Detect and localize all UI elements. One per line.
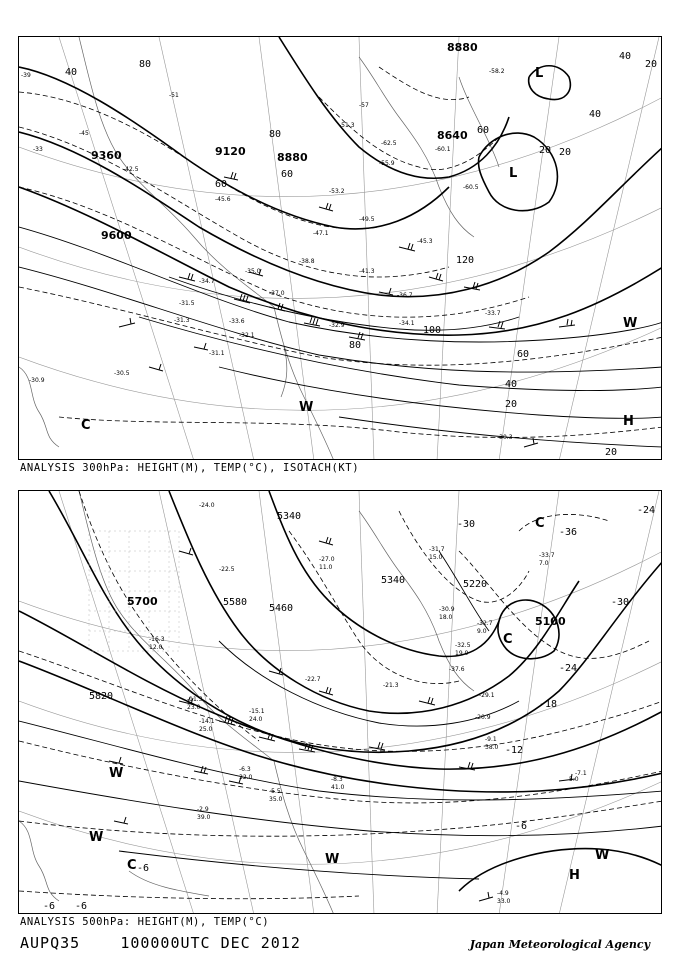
temp-label: -49.5 [359, 216, 375, 223]
warm-center: W [89, 830, 104, 845]
chart-code-and-time [20, 934, 301, 952]
temp-label: -62.5 [381, 140, 397, 147]
cold-center: C [503, 632, 513, 647]
map-panel-300hpa [18, 36, 662, 460]
temp-label: -12 [505, 745, 524, 756]
temp-label: -31.3 [174, 317, 190, 324]
temp-label: -14.1 [199, 718, 215, 725]
dewpoint-label: 32.0 [239, 774, 253, 781]
temp-label: -30.5 [114, 370, 130, 377]
temp-label: -41.3 [359, 268, 375, 275]
height-label: 5340 [277, 511, 302, 522]
height-contours-300 [19, 37, 662, 335]
temp-label: -45.3 [417, 238, 433, 245]
dewpoint-label: 41.0 [331, 784, 345, 791]
isotach-label: 40 [505, 379, 518, 390]
temp-label: -22.7 [305, 676, 321, 683]
temp-label: -60.5 [463, 184, 479, 191]
low-system: L [509, 166, 518, 181]
height-label: 8880 [277, 151, 308, 164]
isotach-label: 80 [269, 129, 282, 140]
temp-label: -32.5 [455, 642, 471, 649]
temp-label: -2.9 [197, 806, 209, 813]
height-label: 8640 [437, 129, 468, 142]
height-label: 5100 [535, 615, 566, 628]
dewpoint-label: 9.0 [477, 628, 487, 635]
temp-label: -57 [359, 102, 369, 109]
cold-center: C [535, 516, 545, 531]
contours-thin-500 [19, 551, 662, 879]
dewpoint-label: 12.0 [149, 644, 163, 651]
temp-label: -6 [515, 821, 528, 832]
temp-label: -51 [169, 92, 179, 99]
height-label: 9600 [101, 229, 132, 242]
temp-label: -11.3 [187, 696, 203, 703]
graticule-300 [19, 37, 662, 460]
warm-center: W [595, 848, 610, 863]
temp-label: -31.1 [209, 350, 225, 357]
warm-center: W [299, 400, 314, 415]
caption-300hpa: ANALYSIS 300hPa: HEIGHT(M), TEMP(°C), ISOTACH(KT) [20, 462, 360, 474]
temp-label: -37.0 [269, 290, 285, 297]
temp-label: -60.1 [435, 146, 451, 153]
temp-label: -24 [637, 505, 656, 516]
temp-label: -33.7 [485, 310, 501, 317]
isotach-label: 20 [539, 145, 552, 156]
dewpoint-labels-500 [149, 554, 579, 905]
temp-label: -58.2 [489, 68, 505, 75]
isotach-label: 120 [456, 255, 475, 266]
temp-label: -29.1 [479, 692, 495, 699]
temp-label: -33 [33, 146, 43, 153]
agency-name: Japan Meteorological Agency [469, 938, 650, 951]
temp-label: -30.9 [439, 606, 455, 613]
height-label: 5460 [269, 603, 294, 614]
temp-label: -30 [611, 597, 630, 608]
map-300hpa-svg [19, 37, 662, 460]
isotach-label: 40 [619, 51, 632, 62]
high-system: H [569, 868, 580, 883]
temp-label: -32.9 [329, 322, 345, 329]
height-label: 5340 [381, 575, 406, 586]
temp-label: -45.6 [215, 196, 231, 203]
isotach-label: 60 [281, 169, 294, 180]
chart-code: AUPQ35 [20, 934, 81, 952]
temp-label: -51.3 [339, 122, 355, 129]
warm-center: W [109, 766, 124, 781]
pressure-systems-500 [89, 516, 609, 883]
temp-label: -22.5 [219, 566, 235, 573]
isotach-labels-300 [65, 51, 657, 458]
dewpoint-label: 35.0 [269, 796, 283, 803]
temp-label: -24.0 [199, 502, 215, 509]
temp-label: -30.3 [497, 434, 513, 441]
isotach-label: 100 [423, 325, 442, 336]
height-label: 5580 [223, 597, 248, 608]
temp-label: -5.5 [269, 788, 281, 795]
isotach-label: 60 [215, 179, 228, 190]
temp-label: -18 [539, 699, 558, 710]
temp-label: -32.1 [239, 332, 255, 339]
isotach-label: 80 [349, 340, 362, 351]
dewpoint-label: 15.0 [429, 554, 443, 561]
height-label: 5700 [127, 595, 158, 608]
coastlines-500 [19, 491, 474, 914]
dewpoint-label: 18.0 [439, 614, 453, 621]
height-label: 9120 [215, 145, 246, 158]
temp-label: -21.3 [383, 682, 399, 689]
temp-label: -42.5 [123, 166, 139, 173]
coastlines-300 [19, 37, 499, 460]
temp-label: -47.1 [313, 230, 329, 237]
isotach-label: 20 [505, 399, 518, 410]
temp-label: -36.7 [397, 292, 413, 299]
temp-label: -30.9 [29, 377, 45, 384]
temp-labels-500 [43, 502, 655, 912]
map-500hpa-svg [19, 491, 662, 914]
dewpoint-label: 5.0 [569, 776, 579, 783]
temp-label: -53.2 [329, 188, 345, 195]
isotachs-300 [19, 227, 662, 447]
dewpoint-label: 25.0 [199, 726, 213, 733]
dewpoint-label: 11.0 [319, 564, 333, 571]
temp-label: -33.6 [229, 318, 245, 325]
temp-label: -27.0 [319, 556, 335, 563]
temp-label: -30 [457, 519, 476, 530]
chart-time: 100000UTC DEC 2012 [120, 934, 301, 952]
dewpoint-label: 7.0 [539, 560, 549, 567]
isotherms-500 [19, 491, 662, 899]
dewpoint-label: 19.0 [455, 650, 469, 657]
warm-center: W [325, 852, 340, 867]
temp-label: -36 [559, 527, 578, 538]
temp-label: -32.7 [477, 620, 493, 627]
warm-center: W [623, 316, 638, 331]
temp-label: -38.8 [299, 258, 315, 265]
temp-label: -24 [559, 663, 578, 674]
temp-labels-300 [21, 68, 513, 441]
temp-label: -35.0 [245, 268, 261, 275]
isotach-label: 20 [605, 447, 618, 458]
isotach-label: 60 [517, 349, 530, 360]
isotach-label: 80 [139, 59, 152, 70]
temp-label: -20.9 [475, 714, 491, 721]
height-label: 9360 [91, 149, 122, 162]
isotach-label: 20 [645, 59, 658, 70]
dewpoint-label: 23.0 [187, 704, 201, 711]
temp-label: -34.7 [199, 278, 215, 285]
caption-500hpa: ANALYSIS 500hPa: HEIGHT(M), TEMP(°C) [20, 916, 270, 928]
pressure-systems-300 [81, 66, 637, 433]
dewpoint-label: 39.0 [197, 814, 211, 821]
height-label: 8880 [447, 41, 478, 54]
temp-label: -33.7 [539, 552, 555, 559]
isotach-label: 20 [559, 147, 572, 158]
cold-center: C [81, 418, 91, 433]
temp-label: -31.5 [179, 300, 195, 307]
low-system: L [535, 66, 544, 81]
cold-center: C [127, 858, 137, 873]
temp-label: -4.9 [497, 890, 509, 897]
temp-label: -6.3 [239, 766, 251, 773]
temp-label: -16.3 [149, 636, 165, 643]
temp-label: -8.3 [331, 776, 343, 783]
dewpoint-label: 24.0 [249, 716, 263, 723]
temp-label: -45 [79, 130, 89, 137]
temp-label: -6 [75, 901, 88, 912]
height-label: 5820 [89, 691, 114, 702]
isotach-label: 60 [477, 125, 490, 136]
temp-label: -9.1 [485, 736, 497, 743]
temp-label: -6 [137, 863, 150, 874]
isotach-label: 40 [589, 109, 602, 120]
temp-label: -15.1 [249, 708, 265, 715]
temp-label: -6 [43, 901, 56, 912]
temp-label: -7.1 [575, 770, 587, 777]
dewpoint-label: 33.0 [497, 898, 511, 905]
isotach-label: 40 [65, 67, 78, 78]
temp-label: -39 [21, 72, 31, 79]
temp-label: -31.7 [429, 546, 445, 553]
map-panel-500hpa [18, 490, 662, 914]
dewpoint-label: 38.0 [485, 744, 499, 751]
temp-label: -37.6 [449, 666, 465, 673]
height-label: 5220 [463, 579, 488, 590]
high-system: H [623, 414, 634, 429]
temp-label: -34.1 [399, 320, 415, 327]
temp-label: -55.9 [379, 160, 395, 167]
